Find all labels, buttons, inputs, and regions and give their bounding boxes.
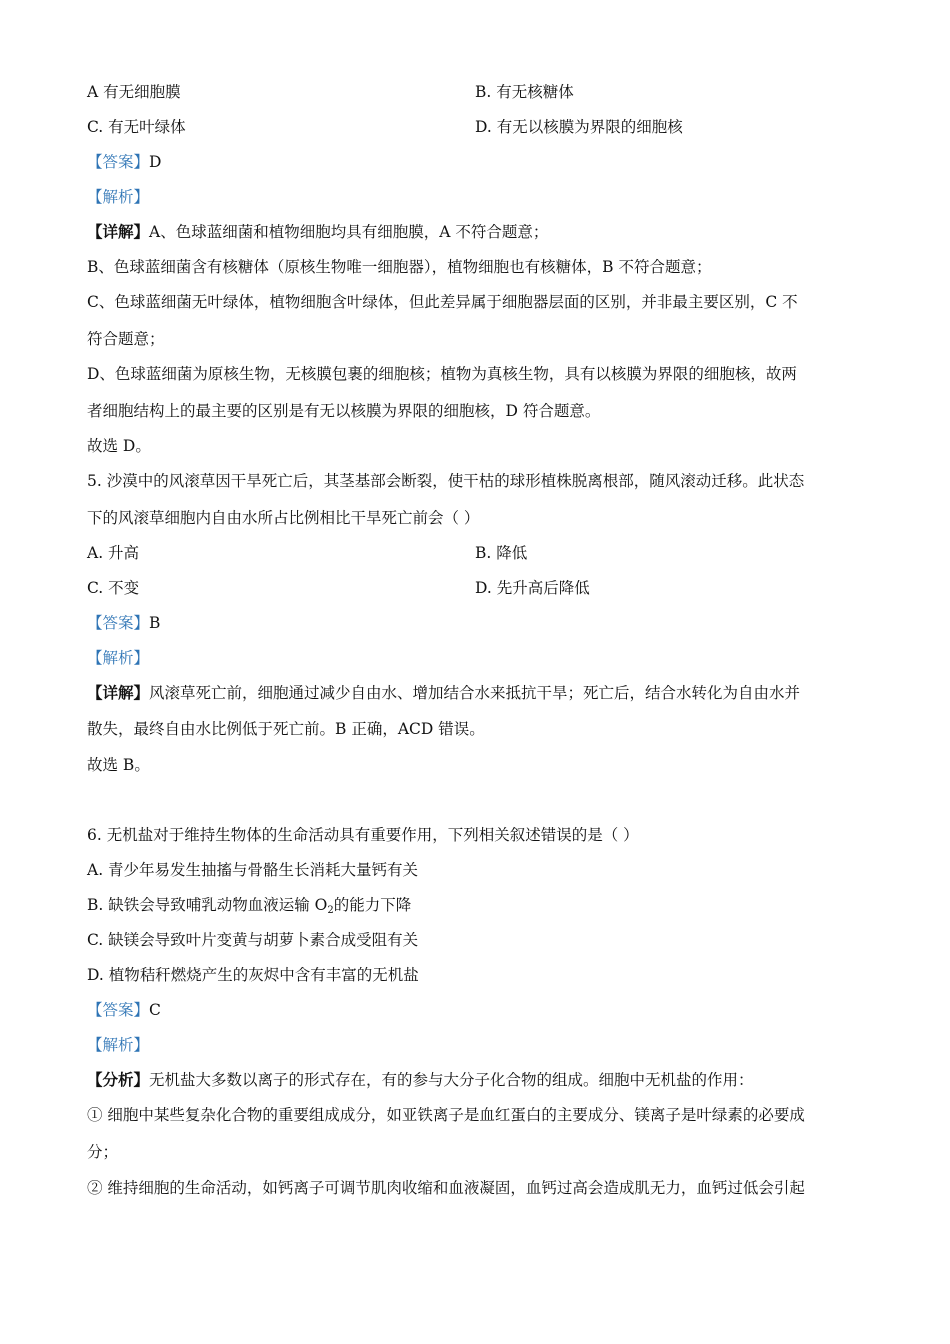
analysis-tag: 【解析】: [87, 188, 150, 206]
q5-detail-line-1: [87, 683, 800, 703]
q5-option-b: B. 降低: [475, 544, 528, 562]
answer-value: C: [149, 1001, 161, 1019]
q6-stem: 6. 无机盐对于维持生物体的生命活动具有重要作用，下列相关叙述错误的是（ ）: [87, 826, 639, 844]
q4-answer: [87, 152, 161, 172]
detail-text: A、色球蓝细菌和植物细胞均具有细胞膜，A 不符合题意；: [149, 223, 549, 241]
q4-detail-line-5: D、色球蓝细菌为原核生物，无核膜包裹的细胞核；植物为真核生物，具有以核膜为界限的细胞核，故两: [87, 365, 797, 383]
q4-detail-line-3: C、色球蓝细菌无叶绿体，植物细胞含叶绿体，但此差异属于细胞器层面的区别，并非最主要区别，C 不: [87, 293, 798, 311]
q6-option-d: D. 植物秸秆燃烧产生的灰烬中含有丰富的无机盐: [87, 966, 419, 984]
answer-tag: 【答案】: [87, 153, 150, 171]
q4-detail-line-6: 者细胞结构上的最主要的区别是有无以核膜为界限的细胞核，D 符合题意。: [87, 402, 601, 420]
q5-option-a: A. 升高: [87, 544, 140, 562]
q4-option-b: B. 有无核糖体: [475, 83, 574, 101]
q6-analysis-line-1: [87, 1070, 754, 1090]
q5-option-d: D. 先升高后降低: [475, 579, 590, 597]
q4-analysis: [87, 187, 149, 207]
q5-conclusion: 故选 B。: [87, 756, 150, 774]
q4-detail-line-2: B、色球蓝细菌含有核糖体（原核生物唯一细胞器），植物细胞也有核糖体，B 不符合题意；: [87, 258, 712, 276]
answer-value: D: [149, 153, 162, 171]
analysis-tag: 【解析】: [87, 649, 150, 667]
detail-tag: 【详解】: [87, 683, 150, 702]
q6-option-a: A. 青少年易发生抽搐与骨骼生长消耗大量钙有关: [87, 861, 419, 879]
q5-option-c: C. 不变: [87, 579, 140, 597]
q4-conclusion: 故选 D。: [87, 437, 151, 455]
q5-analysis: [87, 648, 149, 668]
q5-stem-line-1: 5. 沙漠中的风滚草因干旱死亡后，其茎基部会断裂，使干枯的球形植株脱离根部，随风滚动迁移。此状态: [87, 472, 805, 490]
analysis-sub-tag: 【分析】: [87, 1070, 150, 1089]
q6-point-2-line-1: ② 维持细胞的生命活动，如钙离子可调节肌肉收缩和血液凝固，血钙过高会造成肌无力，血钙过低会引起: [87, 1179, 805, 1197]
q4-detail-line-1: [87, 222, 548, 242]
q6-analysis: [87, 1035, 149, 1055]
q6-answer: [87, 1000, 161, 1020]
q4-detail-line-4: 符合题意；: [87, 330, 165, 348]
q6-point-1-line-1: ① 细胞中某些复杂化合物的重要组成成分，如亚铁离子是血红蛋白的主要成分、镁离子是叶绿素的必要成: [87, 1106, 805, 1124]
analysis-text: 无机盐大多数以离子的形式存在，有的参与大分子化合物的组成。细胞中无机盐的作用：: [149, 1071, 754, 1089]
answer-tag: 【答案】: [87, 1001, 150, 1019]
detail-tag: 【详解】: [87, 222, 150, 241]
q5-detail-line-2: 散失，最终自由水比例低于死亡前。B 正确，ACD 错误。: [87, 720, 485, 738]
q4-option-c: C. 有无叶绿体: [87, 118, 186, 136]
option-b-text-end: 的能力下降: [333, 896, 412, 914]
q6-option-c: C. 缺镁会导致叶片变黄与胡萝卜素合成受阻有关: [87, 931, 419, 949]
q5-stem-line-2: 下的风滚草细胞内自由水所占比例相比干旱死亡前会（ ）: [87, 509, 480, 527]
q4-option-d: D. 有无以核膜为界限的细胞核: [475, 118, 683, 136]
q5-answer: [87, 613, 160, 633]
analysis-tag: 【解析】: [87, 1036, 150, 1054]
q6-point-1-line-2: 分；: [87, 1143, 119, 1161]
q6-option-b: [87, 895, 411, 915]
answer-value: B: [149, 614, 161, 632]
answer-tag: 【答案】: [87, 614, 150, 632]
subscript-2: 2: [327, 905, 334, 916]
option-b-text: B. 缺铁会导致哺乳动物血液运输 O: [87, 896, 328, 914]
detail-text: 风滚草死亡前，细胞通过减少自由水、增加结合水来抵抗干旱；死亡后，结合水转化为自由水并: [149, 684, 801, 702]
q4-option-a: A 有无细胞膜: [87, 83, 181, 101]
